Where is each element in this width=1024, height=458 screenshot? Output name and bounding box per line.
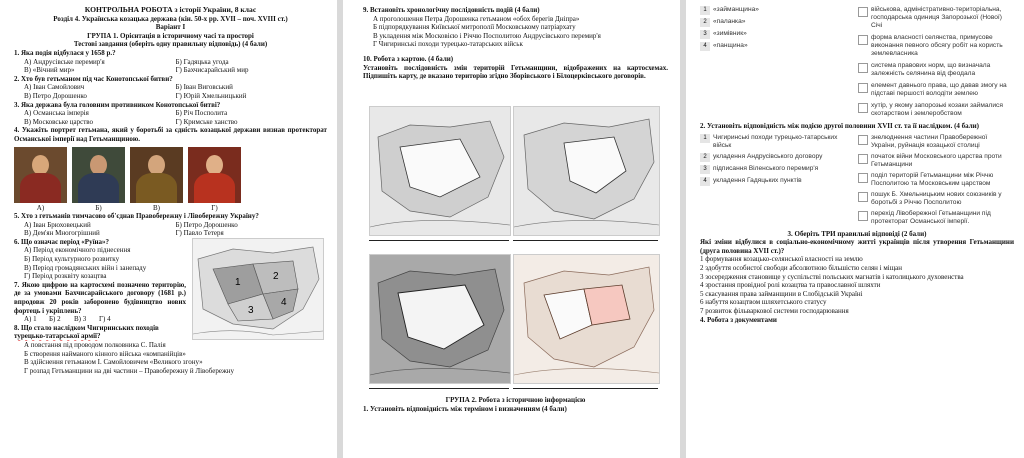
definition: система правових норм, що визначала залежність селянина від феодала (871, 62, 991, 77)
map-1-svg (370, 107, 510, 235)
page-1 (0, 0, 337, 458)
definition: елемент давнього права, що давав змогу на підставі першості володіти землею (871, 82, 1007, 97)
question-8-underlined: турецько-татарської армії? (14, 332, 101, 341)
event: укладення Андрусівського договору (713, 152, 823, 160)
question-1-options (14, 58, 327, 67)
option: А повстання під проводом полковника С. Палія (24, 341, 166, 349)
option: Б створення найманого кінного війська «компанійців» (24, 349, 186, 358)
definition-row (858, 102, 1008, 118)
result: перехід Лівобережної Гетьманщини під протекторат Османської імперії. (871, 209, 991, 225)
task-3-option: 1 формування козацько-селянської власності на землю (700, 255, 863, 264)
portrait-label: Б) (95, 203, 102, 212)
term: «панщина» (713, 42, 748, 49)
question-1-options-row2 (14, 66, 327, 75)
question-2-options-row2 (14, 92, 327, 101)
portrait-row (14, 147, 327, 203)
definition-row (858, 6, 1008, 30)
option: В укладення між Московією і Річчю Посполитою Андрусівського перемир'я (373, 31, 601, 40)
term: «зимівник» (713, 30, 747, 37)
term: «займанщина» (713, 6, 759, 13)
option: Г) Період розквіту козацтва (24, 272, 107, 281)
event: Чигиринські походи турецько-татарських військ (713, 133, 838, 149)
question-7-map (192, 238, 324, 340)
definition-row (858, 62, 1008, 78)
event-row: 1 Чигиринські походи турецько-татарських військ (700, 134, 850, 150)
page-2 (343, 0, 680, 458)
events-column (700, 134, 850, 226)
option: Б) Іван Виговський (175, 83, 233, 92)
task-3-option: 5 скасування права займанщини в Слобідській Україні (700, 289, 863, 298)
question-3: 3. Яка держава була головним противником Конотопської битві? (14, 100, 221, 109)
tests-heading: Тестові завдання (оберіть одну правильну відповідь) (4 бали) (73, 40, 268, 49)
result-row (858, 134, 1008, 150)
map-4-answer-line[interactable] (513, 388, 658, 389)
question-1: 1. Яка подія відбулася у 1658 р.? (14, 48, 116, 57)
result-row (858, 172, 1008, 188)
option: Б) Гадяцька угода (175, 57, 229, 66)
result-row (858, 153, 1008, 169)
portrait-labels (14, 204, 327, 213)
map-2-svg (514, 107, 659, 235)
question-4: 4. Укажіть портрет гетьмана, який у боротьбі за єдність козацької держави визнав протекторат Османської імперії над Гетьманщиною. (14, 126, 327, 143)
option: Б) Період культурного розвитку (24, 255, 120, 264)
option: А проголошення Петра Дорошенка гетьманом «обох берегів Дніпра» (373, 14, 580, 23)
question-5: 5. Хто з гетьманів тимчасово об'єднав Правобережну і Лівобережну Україну? (14, 212, 259, 221)
definitions-column (858, 6, 1008, 118)
map-svg (193, 239, 323, 339)
option: А) Османська імперія (24, 109, 89, 118)
result: поділ територій Гетьманщини між Річчю Посполитою та Московським царством (871, 171, 994, 187)
question-10: 10. Робота з картою. (4 бали) (363, 54, 454, 63)
question-5-options-row2 (14, 229, 327, 238)
question-6: 6. Що означає період «Руїна»? (14, 237, 110, 246)
term-row: 1 «займанщина» (700, 6, 850, 15)
question-3-options (14, 109, 327, 118)
results-column (858, 134, 1008, 226)
portrait-a[interactable] (14, 147, 67, 203)
option: Г Чигиринські походи турецько-татарських військ (373, 40, 523, 49)
event-row: 3 підписання Віленського перемир'я (700, 165, 850, 174)
group-2-heading: ГРУПА 2. Робота з історичною інформацією (445, 396, 586, 404)
term-row: 3 «зимівник» (700, 30, 850, 39)
event-row: 4 укладення Гадяцьких пунктів (700, 177, 850, 186)
group-heading: ГРУПА 1. Орієнтація в історичному часі та просторі (87, 31, 254, 40)
portrait-c[interactable] (130, 147, 183, 203)
term: «паланка» (713, 18, 746, 25)
portrait-d[interactable] (188, 147, 241, 203)
option: Г) 4 (99, 315, 111, 324)
option: Г) Павло Тетеря (175, 229, 224, 238)
option: А) 1 (24, 315, 37, 324)
map-1[interactable] (369, 106, 511, 236)
question-8: 8. Що стало наслідком Чигиринських походів (14, 323, 159, 332)
term-row: 4 «панщина» (700, 42, 850, 51)
option: В) Петро Дорошенко (24, 91, 87, 100)
task-4-heading: 4. Робота з документами (700, 315, 777, 324)
section-heading: Розділ 4. Українська козацька держава (кін. 50-х рр. XVII – поч. XVIII ст.) (53, 14, 288, 23)
event-row: 2 укладення Андрусівського договору (700, 153, 850, 162)
option: Г) Юрій Хмельницький (175, 91, 247, 100)
definition-row (858, 82, 1008, 98)
map-3[interactable] (369, 254, 511, 384)
map-2-answer-line[interactable] (513, 240, 658, 241)
portrait-label: Г) (211, 203, 218, 212)
term-row: 2 «паланка» (700, 18, 850, 27)
option: Б) 2 (49, 315, 61, 324)
definition: військова, адміністративно-територіальна, господарська одиниця Запорозької (Нової) Січі (871, 6, 1002, 29)
portrait-label: В) (153, 203, 160, 212)
question-2-options (14, 83, 327, 92)
result: пошук Б. Хмельницьким нових союзників у боротьбі з Річчю Посполитою (871, 190, 1002, 206)
option: В здійснення гетьманом І. Самойловичем «Великого згону» (24, 358, 203, 367)
task-2-heading: 2. Установіть відповідність між подією другої половини XVII ст. та її наслідком. (4 бали) (700, 122, 980, 130)
question-10-text: Установіть послідовність змін територій Гетьманщини, відображених на картосхемах. Підпишіть карту, де вказано територію згідно Зборівського і Білоцерківського договорів. (363, 63, 668, 81)
question-2: 2. Хто був гетьманом під час Конотопської битви? (14, 74, 173, 83)
map-1-answer-line[interactable] (369, 240, 509, 241)
event: укладення Гадяцьких пунктів (713, 176, 802, 184)
option: А) Андрусівське перемир'я (24, 57, 105, 66)
event: підписання Віленського перемир'я (713, 164, 819, 172)
question-7-options (14, 315, 124, 324)
definition: форма власності селянства, примусове виконання певного обсягу робіт на користь землевласника (871, 34, 1003, 57)
result-row (858, 191, 1008, 207)
map-2[interactable] (513, 106, 660, 236)
question-7: 7. Якою цифрою на картосхемі позначено територію, де за умовами Бахчисарайського договору (1681 р.) впродовж 20 років заборонено будівництво нових фортець і укріплень? (14, 280, 186, 315)
result: початок війни Московського царства проти Гетьманщини (871, 152, 1002, 168)
option: Б) Річ Посполита (175, 109, 228, 118)
page-title: КОНТРОЛЬНА РОБОТА з історії України, 8 клас (84, 6, 257, 14)
definition: хутір, у якому запорозькі козаки займалися скотарством і землеробством (871, 102, 1003, 117)
option: В) Період громадянських війн і занепаду (24, 263, 147, 272)
map-4[interactable] (513, 254, 660, 384)
task-1-heading: 1. Установіть відповідність між терміном і визначенням (4 бали) (363, 404, 567, 413)
task-3-option: 3 зосередження становище у суспільстві польських магнатів і католицького духовенства (700, 272, 964, 281)
task-3-option: 4 зростання провідної ролі козацтва та православної шляхти (700, 281, 881, 290)
portrait-b[interactable] (72, 147, 125, 203)
option: А) Іван Брюховецький (24, 220, 91, 229)
task-3-heading: 3. Оберіть ТРИ правильні відповіді (2 бали) (787, 229, 927, 238)
map-number: 1 (235, 276, 241, 288)
task-3-option: 7 розвиток фільваркової системи господарювання (700, 306, 849, 315)
option: А) Іван Самойлович (24, 83, 85, 92)
map-number: 3 (248, 304, 254, 316)
map-3-svg (370, 255, 510, 383)
option: Б) Петро Дорошенко (175, 220, 238, 229)
option: Г розпад Гетьманщини на дві частини – Правобережну й Лівобережну (24, 366, 235, 375)
variant-label: Варіант І (155, 23, 186, 32)
task-3-option: 6 набуття козацтвом шляхетського статусу (700, 298, 827, 307)
terms-column (700, 6, 850, 118)
task-3-question: Які зміни відбулися в соціально-економічному житті українців після утворення Гетьманщини (друга половина XVII ст.)? (700, 238, 1014, 255)
option: А) Період економічного піднесення (24, 246, 131, 255)
option: Г) Бахчисарайський мир (175, 66, 249, 75)
map-number: 2 (273, 270, 279, 282)
option: В) Московське царство (24, 117, 94, 126)
question-5-options (14, 221, 327, 230)
option: В) 3 (74, 315, 87, 324)
result-row (858, 210, 1008, 226)
result: знелюднення частини Правобережної України, руйнація козацької столиці (871, 133, 988, 149)
definition-row (858, 34, 1008, 58)
option: В) «Вічний мир» (24, 66, 75, 75)
map-3-answer-line[interactable] (369, 388, 509, 389)
page-3 (686, 0, 1024, 458)
map-number: 4 (281, 296, 287, 308)
option: В) Дем'ян Многогрішний (24, 229, 100, 238)
task-3-option: 2 здобуття особистої свободи абсолютною більшістю селян і міщан (700, 263, 902, 272)
option: Б підпорядкування Київської митрополії Московському патріархату (373, 23, 576, 32)
question-3-options-row2 (14, 118, 327, 127)
map-4-svg (514, 255, 659, 383)
question-9: 9. Встановіть хронологічну послідовність подій (4 бали) (363, 6, 540, 14)
portrait-label: А) (36, 203, 45, 212)
option: Г) Кримське ханство (175, 117, 238, 126)
